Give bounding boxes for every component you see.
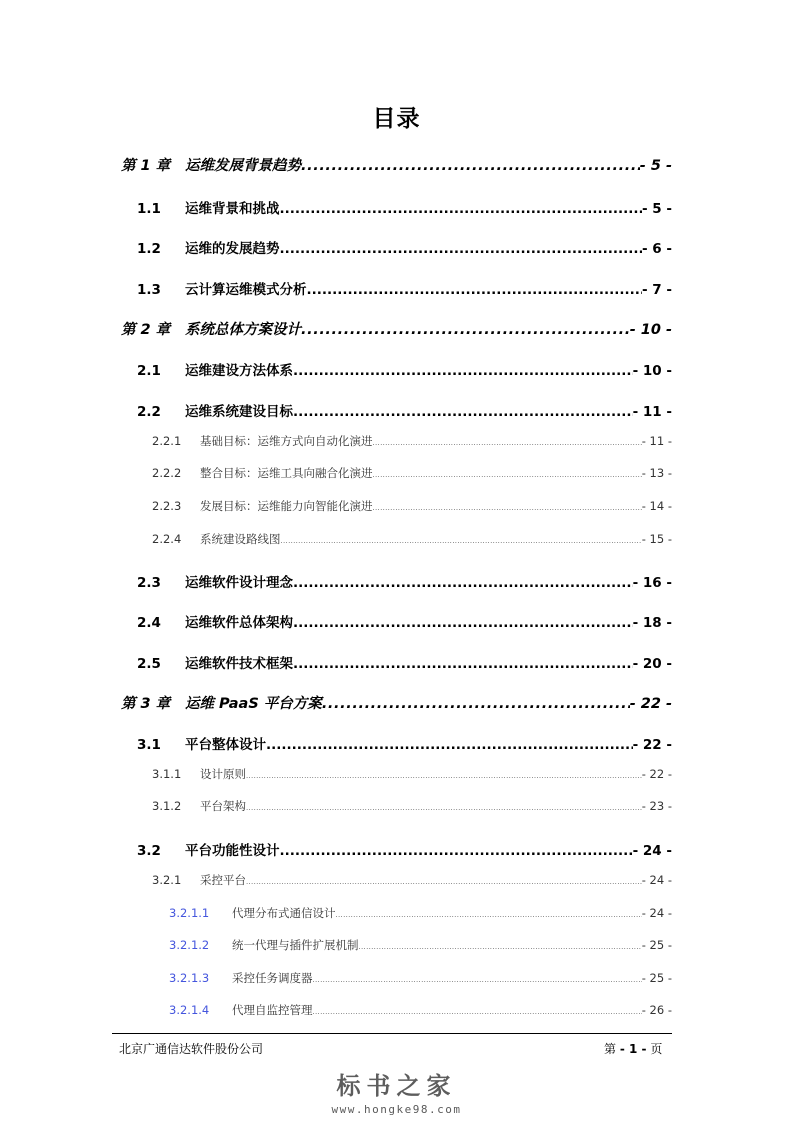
dot-leader	[246, 772, 642, 780]
footer-divider	[112, 1033, 672, 1034]
toc-entry-title: 运维系统建设目标	[185, 404, 293, 420]
toc-entry-1-2[interactable]	[137, 237, 672, 257]
toc-entry-page: - 13 -	[641, 466, 672, 480]
toc-entry-chapter-2[interactable]	[121, 318, 672, 339]
toc-entry-title: 统一代理与插件扩展机制	[232, 938, 359, 952]
toc-entry-title: 采控平台	[200, 873, 246, 887]
toc-entry-page: - 24 -	[641, 873, 672, 887]
toc-entry-page: - 7 -	[642, 282, 672, 298]
page-prefix: 第	[604, 1042, 617, 1056]
toc-entry-2-3[interactable]	[137, 571, 672, 591]
toc-entry-chapter-1[interactable]	[121, 154, 672, 175]
toc-entry-page: - 10 -	[632, 363, 672, 379]
toc-entry-number: 1.2	[137, 241, 161, 257]
toc-entry-page: - 5 -	[639, 158, 672, 174]
toc-entry-number: 1.3	[137, 282, 161, 298]
toc-entry-3-2-1-2[interactable]	[169, 937, 672, 953]
toc-entry-page: - 11 -	[641, 434, 672, 448]
toc-entry-title: 整合目标：运维工具向融合化演进	[200, 466, 373, 480]
toc-entry-page: - 22 -	[632, 737, 672, 753]
dot-leader	[336, 911, 642, 919]
watermark-url: www.hongke98.com	[331, 1103, 462, 1116]
toc-entry-number: 3.2.1	[152, 873, 182, 887]
toc-entry-title: 运维背景和挑战	[185, 201, 280, 217]
toc-entry-page: - 23 -	[641, 799, 672, 813]
dot-leader	[281, 537, 642, 545]
dot-leader	[313, 1008, 642, 1016]
toc-entry-number: 2.5	[137, 656, 161, 672]
toc-entry-page: - 22 -	[641, 767, 672, 781]
watermark	[0, 1066, 793, 1116]
toc-entry-title: 发展目标：运维能力向智能化演进	[200, 499, 373, 513]
dot-leader	[280, 201, 643, 217]
dot-leader	[293, 404, 633, 420]
toc-entry-number-link[interactable]: 3.2.1.1	[169, 906, 210, 920]
toc-entry-number: 1.1	[137, 201, 161, 217]
toc-entry-page: - 25 -	[641, 971, 672, 985]
toc-entry-2-2-4[interactable]	[152, 531, 672, 547]
toc-entry-page: - 20 -	[632, 656, 672, 672]
toc-entry-number: 2.4	[137, 615, 161, 631]
toc-entry-title: 运维的发展趋势	[185, 241, 280, 257]
toc-entry-number: 2.2	[137, 404, 161, 420]
footer-page-number	[604, 1040, 662, 1057]
toc-entry-number: 3.1.2	[152, 799, 182, 813]
toc-entry-title: 平台整体设计	[185, 737, 266, 753]
toc-entry-1-3[interactable]	[137, 278, 672, 298]
toc-entry-1-1[interactable]	[137, 197, 672, 217]
dot-leader	[280, 843, 633, 859]
toc-title: 目录	[372, 106, 421, 132]
toc-entry-number: 第 1 章	[121, 158, 171, 174]
toc-entry-2-5[interactable]	[137, 652, 672, 672]
toc-entry-3-2-1-3[interactable]	[169, 970, 672, 986]
toc-entry-number-link[interactable]: 3.2.1.2	[169, 938, 210, 952]
toc-entry-2-2[interactable]	[137, 400, 672, 420]
toc-entry-number: 3.2	[137, 843, 161, 859]
toc-entry-chapter-3[interactable]	[121, 692, 672, 713]
toc-entry-number: 3.1.1	[152, 767, 182, 781]
toc-entry-title: 运维软件技术框架	[185, 656, 293, 672]
toc-entry-2-1[interactable]	[137, 359, 672, 379]
toc-entry-title: 系统总体方案设计	[185, 322, 301, 338]
toc-entry-3-2[interactable]	[137, 839, 672, 859]
toc-entry-title: 运维发展背景趋势	[185, 158, 301, 174]
toc-entry-page: - 16 -	[632, 575, 672, 591]
page-number: - 1 -	[619, 1042, 647, 1056]
toc-entry-page: - 24 -	[632, 843, 672, 859]
dot-leader	[359, 943, 642, 951]
toc-entry-page: - 10 -	[629, 322, 672, 338]
dot-leader	[373, 504, 642, 512]
toc-entry-3-2-1[interactable]	[152, 872, 672, 888]
dot-leader	[313, 976, 642, 984]
toc-entry-number-link[interactable]: 3.2.1.3	[169, 971, 210, 985]
toc-entry-page: - 6 -	[642, 241, 672, 257]
dot-leader	[280, 241, 643, 257]
toc-entry-number: 2.2.4	[152, 532, 182, 546]
dot-leader	[301, 322, 630, 338]
toc-entry-title: 代理分布式通信设计	[232, 906, 336, 920]
dot-leader	[246, 878, 642, 886]
toc-entry-title: 运维 PaaS 平台方案	[185, 696, 322, 712]
dot-leader	[246, 804, 642, 812]
toc-entry-title: 系统建设路线图	[200, 532, 281, 546]
toc-entry-title: 云计算运维模式分析	[185, 282, 307, 298]
toc-entry-number-link[interactable]: 3.2.1.4	[169, 1003, 210, 1017]
dot-leader	[373, 471, 642, 479]
toc-entry-number: 2.2.1	[152, 434, 182, 448]
toc-entry-title: 代理自监控管理	[232, 1003, 313, 1017]
dot-leader	[307, 282, 643, 298]
dot-leader	[373, 439, 642, 447]
toc-entry-number: 2.3	[137, 575, 161, 591]
dot-leader	[293, 615, 633, 631]
toc-entry-title: 运维建设方法体系	[185, 363, 293, 379]
toc-entry-3-1-1[interactable]	[152, 766, 672, 782]
toc-entry-title: 基础目标：运维方式向自动化演进	[200, 434, 373, 448]
toc-entry-2-2-2[interactable]	[152, 465, 672, 481]
watermark-logo: 标书之家	[336, 1071, 457, 1100]
toc-entry-page: - 22 -	[629, 696, 672, 712]
toc-entry-3-1[interactable]	[137, 733, 672, 753]
dot-leader	[301, 158, 640, 174]
toc-entry-3-2-1-1[interactable]	[169, 905, 672, 921]
toc-entry-page: - 25 -	[641, 938, 672, 952]
toc-entry-page: - 5 -	[642, 201, 672, 217]
toc-entry-title: 平台架构	[200, 799, 246, 813]
dot-leader	[266, 737, 633, 753]
toc-entry-2-4[interactable]	[137, 611, 672, 631]
toc-entry-number: 2.2.3	[152, 499, 182, 513]
toc-entry-number: 3.1	[137, 737, 161, 753]
toc-entry-number: 第 2 章	[121, 322, 171, 338]
toc-entry-3-2-1-4[interactable]	[169, 1002, 672, 1018]
toc-entry-title: 设计原则	[200, 767, 246, 781]
toc-entry-title: 采控任务调度器	[232, 971, 313, 985]
footer-company-name: 北京广通信达软件股份公司	[119, 1042, 264, 1056]
toc-entry-3-1-2[interactable]	[152, 798, 672, 814]
toc-entry-number: 第 3 章	[121, 696, 171, 712]
toc-entry-page: - 11 -	[632, 404, 672, 420]
dot-leader	[293, 656, 633, 672]
dot-leader	[293, 575, 633, 591]
toc-entry-number: 2.1	[137, 363, 161, 379]
toc-entry-page: - 15 -	[641, 532, 672, 546]
toc-entry-page: - 14 -	[641, 499, 672, 513]
toc-entry-title: 运维软件设计理念	[185, 575, 293, 591]
dot-leader	[293, 363, 633, 379]
toc-entry-page: - 24 -	[641, 906, 672, 920]
dot-leader	[322, 696, 630, 712]
toc-entry-page: - 18 -	[632, 615, 672, 631]
toc-entry-2-2-3[interactable]	[152, 498, 672, 514]
toc-entry-2-2-1[interactable]	[152, 433, 672, 449]
toc-entry-title: 运维软件总体架构	[185, 615, 293, 631]
toc-entry-number: 2.2.2	[152, 466, 182, 480]
toc-entry-page: - 26 -	[641, 1003, 672, 1017]
page-suffix: 页	[650, 1042, 663, 1056]
toc-entry-title: 平台功能性设计	[185, 843, 280, 859]
